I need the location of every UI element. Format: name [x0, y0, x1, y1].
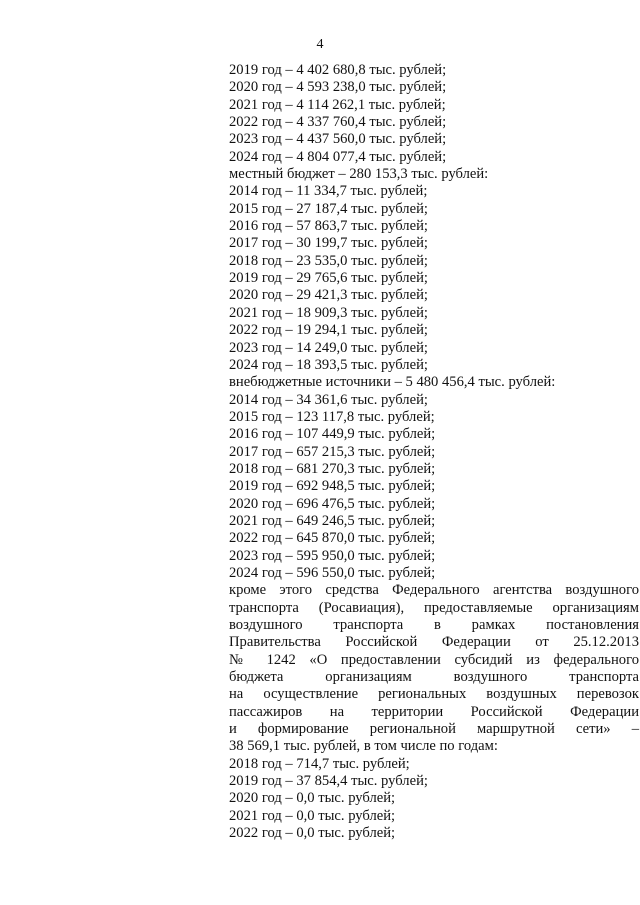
- list-item: 2014 год – 11 334,7 тыс. рублей;: [229, 183, 428, 200]
- list-item: 2015 год – 27 187,4 тыс. рублей;: [229, 200, 428, 217]
- list-item: 2023 год – 4 437 560,0 тыс. рублей;: [229, 131, 447, 148]
- funding-list-regional: [229, 62, 640, 166]
- list-item: 2019 год – 37 854,4 тыс. рублей;: [229, 773, 428, 790]
- funding-list-extrabudgetary: [229, 374, 640, 582]
- paragraph-line: и формирование региональной маршрутной сети» –: [229, 721, 639, 738]
- list-item: 2020 год – 0,0 тыс. рублей;: [229, 790, 396, 807]
- list-item: 2017 год – 657 215,3 тыс. рублей;: [229, 443, 436, 460]
- paragraph-line: Правительства Российской Федерации от 25.12.2013: [229, 634, 639, 651]
- list-item: 2023 год – 595 950,0 тыс. рублей;: [229, 547, 436, 564]
- list-item: 2014 год – 34 361,6 тыс. рублей;: [229, 391, 428, 408]
- document-body: [229, 62, 640, 842]
- funding-list-local: [229, 166, 640, 374]
- list-item: 2018 год – 681 270,3 тыс. рублей;: [229, 460, 436, 477]
- list-item: 2019 год – 692 948,5 тыс. рублей;: [229, 478, 436, 495]
- paragraph-line: транспорта (Росавиация), предоставляемые организациям: [229, 599, 639, 616]
- list-item: 2024 год – 18 393,5 тыс. рублей;: [229, 356, 428, 373]
- list-item: 2018 год – 714,7 тыс. рублей;: [229, 755, 410, 772]
- list-item: 2024 год – 596 550,0 тыс. рублей;: [229, 564, 436, 581]
- list-item: 2022 год – 0,0 тыс. рублей;: [229, 825, 396, 842]
- rosaviatsiya-paragraph: [229, 582, 639, 738]
- list-item: 2015 год – 123 117,8 тыс. рублей;: [229, 408, 435, 425]
- list-item: 2016 год – 57 863,7 тыс. рублей;: [229, 218, 428, 235]
- section-heading-extrabudgetary: внебюджетные источники – 5 480 456,4 тыс. рублей:: [229, 374, 556, 391]
- list-item: 2020 год – 4 593 238,0 тыс. рублей;: [229, 79, 447, 96]
- paragraph-line: бюджета организациям воздушного транспорта: [229, 669, 639, 686]
- paragraph-line: на осуществление региональных воздушных перевозок: [229, 686, 639, 703]
- list-item: 2022 год – 19 294,1 тыс. рублей;: [229, 322, 428, 339]
- list-item: 2020 год – 29 421,3 тыс. рублей;: [229, 287, 428, 304]
- list-item: 2022 год – 4 337 760,4 тыс. рублей;: [229, 114, 447, 131]
- list-item: 2021 год – 0,0 тыс. рублей;: [229, 807, 396, 824]
- list-item: 2017 год – 30 199,7 тыс. рублей;: [229, 235, 428, 252]
- list-item: 2020 год – 696 476,5 тыс. рублей;: [229, 495, 436, 512]
- list-item: 2024 год – 4 804 077,4 тыс. рублей;: [229, 148, 447, 165]
- list-item: 2021 год – 4 114 262,1 тыс. рублей;: [229, 96, 446, 113]
- list-item: 2023 год – 14 249,0 тыс. рублей;: [229, 339, 428, 356]
- paragraph-line: воздушного транспорта в рамках постановления: [229, 617, 639, 633]
- section-heading-local-budget: местный бюджет – 280 153,3 тыс. рублей:: [229, 166, 489, 183]
- list-item: 2022 год – 645 870,0 тыс. рублей;: [229, 530, 436, 547]
- list-item: 2021 год – 18 909,3 тыс. рублей;: [229, 304, 428, 321]
- paragraph-line: № 1242 «О предоставлении субсидий из федерального: [229, 651, 639, 668]
- list-item: 2016 год – 107 449,9 тыс. рублей;: [229, 426, 436, 443]
- rosaviatsiya-total: 38 569,1 тыс. рублей, в том числе по годам:: [229, 738, 498, 755]
- list-item: 2018 год – 23 535,0 тыс. рублей;: [229, 252, 428, 269]
- funding-list-rosaviatsiya: [229, 738, 640, 842]
- list-item: 2021 год – 649 246,5 тыс. рублей;: [229, 512, 436, 529]
- page-number: 4: [316, 37, 324, 52]
- paragraph-line: пассажиров на территории Российской Федерации: [229, 703, 639, 720]
- list-item: 2019 год – 4 402 680,8 тыс. рублей;: [229, 62, 447, 78]
- list-item: 2019 год – 29 765,6 тыс. рублей;: [229, 270, 428, 287]
- paragraph-line: кроме этого средства Федерального агентства воздушного: [229, 582, 639, 599]
